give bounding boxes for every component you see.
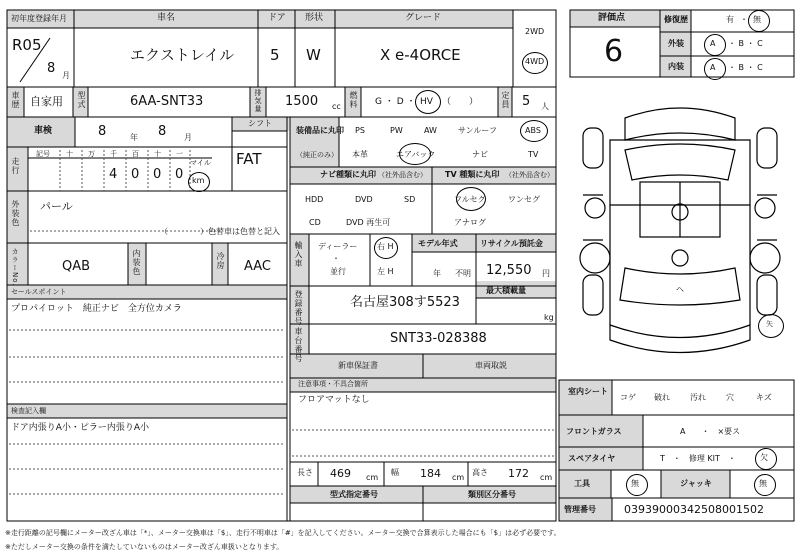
interior-color-label: 内装色 (132, 249, 141, 276)
model-year-label: モデル年式 (418, 239, 458, 248)
fuel-other: （ ） (442, 97, 479, 107)
sales-point-text: プロパイロット 純正ナビ 全方位カメラ (11, 304, 182, 314)
evaluation-score: 6 (604, 34, 624, 69)
equip-aw: AW (424, 126, 437, 135)
navi-dvd-play: DVD 再生可 (346, 218, 391, 227)
equip-ps: PS (355, 126, 365, 135)
import-left-handle: 左 H (377, 267, 394, 276)
usage-value: 自家用 (30, 95, 63, 108)
management-no-label: 管理番号 (564, 505, 596, 514)
registration-label: 登録番号 (294, 290, 303, 326)
seat-label: 室内シート (568, 387, 608, 396)
type-no-label: 型式指定番号 (330, 490, 378, 499)
import-right-handle: 右 H (377, 242, 394, 251)
displacement-value: 1500 (285, 94, 319, 109)
model-year-unknown: 不明 (455, 269, 471, 278)
repair-none: 無 (753, 15, 761, 24)
evaluation-label: 評価点 (598, 13, 626, 23)
displacement-label: 排気量 (254, 89, 262, 113)
import-parallel: 並行 (330, 267, 346, 276)
equip-sunroof: サンルーフ (458, 126, 497, 135)
seat-tear: 破れ (654, 393, 670, 402)
car-name: エクストレイル (130, 46, 235, 64)
fuel-label: 燃料 (349, 91, 358, 109)
exterior-grade-label: 外装 (668, 39, 684, 48)
repair-yes: 有 (726, 15, 734, 24)
mileage-unit: km (192, 176, 205, 185)
registration-number: 名古屋308す5523 (350, 295, 460, 310)
repaint-note: （ ）色替車は色替と記入 (160, 227, 280, 236)
exterior-grade-rest: ・ B ・ C (728, 39, 763, 48)
recycle-value: 12,550 (486, 263, 532, 278)
equip-abs: ABS (525, 126, 541, 135)
width-unit: cm (452, 473, 465, 482)
max-load-unit: kg (544, 313, 554, 322)
windshield-value: A ・ ×要ス (680, 427, 741, 436)
interior-grade-a: A (710, 63, 716, 72)
mileage-col-ichi: 一 (176, 150, 183, 158)
door-label: ドア (268, 13, 286, 23)
mileage-col-hyaku: 百 (132, 150, 139, 158)
damage-mark-missing: 矢 (766, 320, 773, 328)
exterior-color-label: 外装色 (11, 200, 20, 227)
import-label: 輸入車 (294, 241, 303, 268)
jack-label: ジャッキ (680, 479, 712, 488)
notes-text: フロアマットなし (298, 395, 370, 405)
body-shape: W (306, 46, 321, 64)
drive-2wd: 2WD (525, 27, 545, 36)
tv-type-sub: （社外品含む） (505, 171, 554, 179)
chassis-number: SNT33-028388 (390, 331, 487, 346)
management-no: 03939000342508001502 (624, 503, 764, 516)
spare-tire-options: T ・ 修理 KIT ・ (660, 454, 736, 463)
shift-label: シフト (248, 119, 272, 128)
mileage-col-sen: 千 (110, 150, 117, 158)
shape-label: 形状 (305, 13, 324, 23)
interior-grade-label: 内装 (668, 62, 684, 71)
footer-note-1: ※走行距離の記号欄にメーター改ざん車は「*」、メーター交換車は「$」、走行不明車は「#」を記入してください。メーター交換で合算表示した場合にも「$」は必ず必要です。 (5, 529, 561, 537)
max-load-label: 最大積載量 (486, 286, 526, 295)
tools-label: 工具 (574, 479, 590, 488)
interior-grade-rest: ・ B ・ C (728, 63, 763, 72)
equip-leather: 本革 (352, 150, 368, 159)
cooler-label: 冷房 (216, 252, 225, 270)
shift-value: FAT (236, 150, 262, 168)
exterior-color: パール (40, 200, 73, 213)
mileage-label: 走行 (11, 157, 20, 175)
equip-navi: ナビ (472, 150, 488, 159)
spare-tire-label: スペアタイヤ (568, 454, 616, 463)
windshield-label: フロントガラス (566, 427, 622, 436)
mileage-digit: 0 (131, 167, 140, 182)
navi-cd: CD (309, 218, 321, 227)
import-dealer: ディーラー (318, 242, 358, 251)
recycle-unit: 円 (542, 269, 550, 278)
equip-tv: TV (528, 150, 539, 159)
width-label: 幅 (391, 468, 399, 477)
car-body-diagram (580, 108, 780, 353)
model-year-year: 年 (433, 269, 441, 278)
damage-mark-rear: ヘ (676, 285, 684, 294)
displacement-unit: cc (332, 102, 341, 111)
cooler-value: AAC (244, 259, 271, 274)
tv-fullseg: フルセグ (454, 195, 486, 204)
tv-type-label: TV 種類に丸印 (445, 170, 500, 179)
mileage-col-man: 万 (88, 150, 95, 158)
mileage-col-juu: 十 (154, 150, 161, 158)
height-value: 172 (508, 467, 529, 480)
model-label: 型式 (77, 91, 86, 109)
import-dot: ・ (332, 254, 340, 263)
navi-type-sub: （社外品含む） (378, 171, 427, 179)
fuel-options: G ・ D ・ (375, 97, 416, 107)
equip-airbag: エアバック (396, 150, 436, 159)
height-unit: cm (540, 473, 553, 482)
class-no-label: 類別区分番号 (468, 490, 516, 499)
recycle-label: リサイクル預託金 (480, 239, 543, 248)
shaken-year: 8 (98, 124, 107, 139)
inspection-text: ドア内張りA小・ピラー内張りA小 (11, 423, 150, 433)
first-reg-label: 初年度登録年月 (11, 14, 67, 23)
grade-name: X e-4ORCE (380, 46, 461, 64)
grade-label: グレード (405, 13, 442, 23)
color-no-value: QAB (62, 259, 91, 274)
tv-oneseg: ワンセグ (508, 195, 540, 204)
mileage-digit: 0 (175, 167, 184, 182)
door-count: 5 (270, 46, 280, 64)
fuel-hv: HV (420, 97, 433, 107)
mileage-symbol-label: 記号 (36, 150, 50, 158)
first-reg-era-year: R05 (12, 36, 42, 54)
seat-scorch: コゲ (620, 393, 636, 402)
mileage-digit: 4 (109, 167, 118, 182)
repair-history-label: 修復歴 (664, 15, 688, 24)
tv-analog: アナログ (454, 218, 486, 227)
sales-point-label: セールスポイント (11, 288, 67, 296)
height-label: 高さ (472, 468, 488, 477)
seat-hole: 穴 (726, 393, 734, 402)
length-value: 469 (330, 467, 351, 480)
first-reg-month-unit: 月 (62, 71, 70, 80)
repair-dot: ・ (740, 15, 748, 24)
exterior-grade-a: A (710, 39, 716, 48)
mileage-digit: 0 (153, 167, 162, 182)
equipment-label: 装備品に丸印 (296, 126, 344, 135)
equip-pw: PW (390, 126, 403, 135)
drive-4wd: 4WD (525, 57, 545, 66)
model-code: 6AA-SNT33 (130, 94, 204, 109)
footer-note-2: ※ただしメーター交換の条件を満たしていないものはメーター改ざん車扱いとなります。 (5, 543, 284, 551)
navi-sd: SD (404, 195, 416, 204)
length-label: 長さ (297, 468, 313, 477)
car-name-label: 車名 (157, 13, 176, 23)
length-unit: cm (366, 473, 379, 482)
mileage-col-10man: 十 (66, 150, 73, 158)
color-no-label: カラーNo. (11, 248, 19, 287)
shaken-label: 車検 (34, 126, 53, 136)
capacity-unit: 人 (541, 102, 549, 111)
usage-label: 車歴 (11, 91, 20, 109)
manual-label: 車両取説 (475, 361, 507, 370)
shaken-month-unit: 月 (184, 133, 192, 142)
navi-type-label: ナビ種類に丸印 (320, 170, 376, 179)
seat-scratch: キズ (756, 393, 772, 402)
width-value: 184 (420, 467, 441, 480)
capacity-label: 定員 (501, 91, 510, 109)
shaken-year-unit: 年 (130, 133, 138, 142)
spare-tire-missing: 欠 (760, 453, 768, 462)
seat-stain: 汚れ (690, 393, 706, 402)
inspection-label: 検査記入欄 (11, 407, 46, 415)
equipment-sub: （純正のみ） (296, 151, 338, 159)
tools-value: 無 (631, 479, 639, 488)
warranty-label: 新車保証書 (338, 361, 378, 370)
chassis-label: 車台番号 (294, 327, 303, 363)
jack-value: 無 (759, 479, 767, 488)
first-reg-month: 8 (47, 61, 56, 76)
navi-hdd: HDD (305, 195, 324, 204)
capacity-value: 5 (522, 94, 531, 109)
notes-label: 注意事項・不具合箇所 (298, 380, 368, 388)
navi-dvd: DVD (355, 195, 373, 204)
shaken-month: 8 (158, 124, 167, 139)
mileage-mile-label: マイル (190, 159, 211, 167)
